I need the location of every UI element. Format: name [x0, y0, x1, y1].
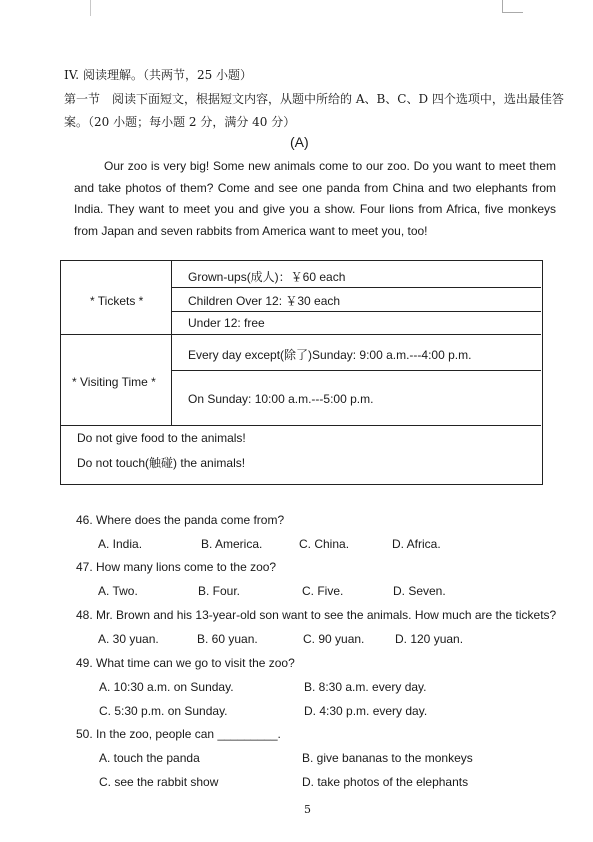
question-47-option-a: A. Two.	[98, 584, 138, 598]
question-49-option-d: D. 4:30 p.m. every day.	[304, 704, 428, 718]
question-48-option-b: B. 60 yuan.	[197, 632, 258, 646]
question-50-stem: 50. In the zoo, people can _________.	[76, 727, 281, 741]
question-46-option-b: B. America.	[201, 537, 263, 551]
instruction-line-2: 案。（20 小题；每小题 2 分，满分 40 分）	[64, 115, 296, 129]
question-50-option-c: C. see the rabbit show	[99, 775, 219, 789]
question-49-option-c: C. 5:30 p.m. on Sunday.	[99, 704, 228, 718]
question-50-option-b: B. give bananas to the monkeys	[302, 751, 473, 765]
question-48-option-c: C. 90 yuan.	[303, 632, 365, 646]
tickets-label: * Tickets *	[90, 294, 144, 308]
ticket-row-under12: Under 12: free	[188, 316, 265, 330]
question-47-option-c: C. Five.	[302, 584, 344, 598]
table-divider	[172, 311, 541, 312]
question-48-option-a: A. 30 yuan.	[98, 632, 159, 646]
question-46-option-a: A. India.	[98, 537, 143, 551]
table-column-divider	[171, 261, 172, 426]
question-49-option-a: A. 10:30 a.m. on Sunday.	[99, 680, 234, 694]
question-48-stem: 48. Mr. Brown and his 13-year-old son want to see the animals. How much are the tickets?	[76, 608, 557, 622]
passage-text: Our zoo is very big! Some new animals come to our zoo. Do you want to meet them and take photos of them? Come and see one panda from China and two elephants from India. They want to meet you and give you a show. Four lions from Africa, five monkeys from Japan and seven rabbits from America want to meet you, too!	[74, 159, 556, 238]
rule-no-food: Do not give food to the animals!	[77, 431, 246, 445]
page-number: 5	[304, 803, 311, 816]
table-divider	[172, 370, 541, 371]
table-divider	[61, 334, 541, 335]
ticket-row-children: Children Over 12: ￥30 each	[188, 294, 341, 308]
table-divider	[172, 287, 541, 288]
visiting-row-weekday: Every day except(除了)Sunday: 9:00 a.m.---4:00 p.m.	[188, 348, 472, 362]
question-48-option-d: D. 120 yuan.	[395, 632, 464, 646]
scan-corner-mark	[502, 0, 523, 13]
table-divider	[61, 425, 541, 426]
question-46-option-c: C. China.	[299, 537, 350, 551]
visiting-time-label: * Visiting Time *	[72, 375, 156, 389]
question-46-stem: 46. Where does the panda come from?	[76, 513, 285, 527]
question-50-option-a: A. touch the panda	[99, 751, 200, 765]
scan-edge-mark	[90, 0, 91, 16]
section-heading: IV. 阅读理解。（共两节，25 小题）	[64, 68, 253, 82]
visiting-row-sunday: On Sunday: 10:00 a.m.---5:00 p.m.	[188, 392, 374, 406]
instruction-line-1: 第一节 阅读下面短文，根据短文内容，从题中所给的 A、B、C、D 四个选项中，选出最佳答	[64, 92, 564, 106]
ticket-row-grownups: Grown-ups(成人)：￥60 each	[188, 270, 346, 284]
question-47-option-d: D. Seven.	[393, 584, 446, 598]
question-50-option-d: D. take photos of the elephants	[302, 775, 469, 789]
passage-label: (A)	[290, 134, 309, 150]
question-47-stem: 47. How many lions come to the zoo?	[76, 560, 277, 574]
question-46-option-d: D. Africa.	[392, 537, 441, 551]
question-47-option-b: B. Four.	[198, 584, 241, 598]
question-49-stem: 49. What time can we go to visit the zoo?	[76, 656, 295, 670]
rule-no-touch: Do not touch(触碰) the animals!	[77, 456, 246, 470]
question-49-option-b: B. 8:30 a.m. every day.	[304, 680, 427, 694]
